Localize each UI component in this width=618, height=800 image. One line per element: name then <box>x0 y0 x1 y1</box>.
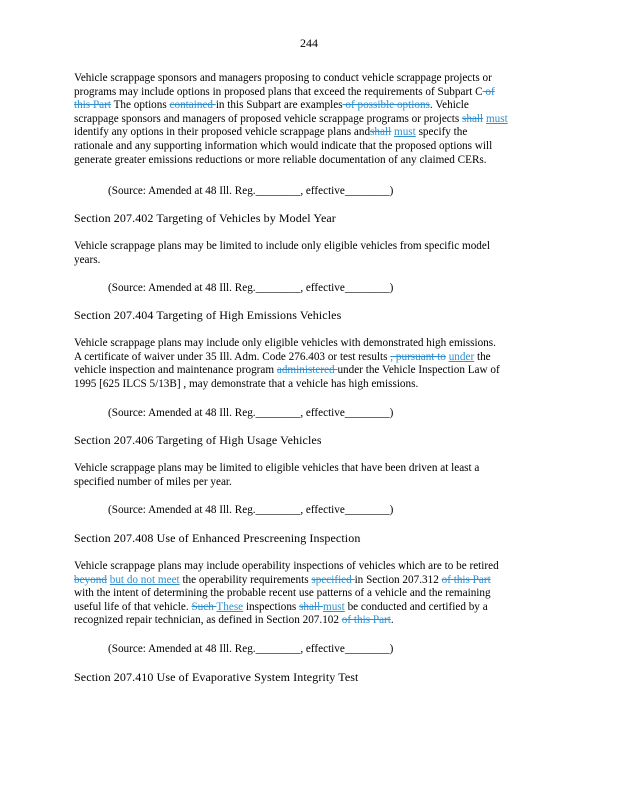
deleted-text: of possible options <box>342 99 430 112</box>
paragraph-line <box>74 240 554 254</box>
deleted-text: specified <box>311 573 355 586</box>
deleted-text: beyond <box>74 573 107 586</box>
text-run: scrappage sponsors and managers of proposed vehicle scrappage programs or projects <box>74 112 463 125</box>
paragraph-line <box>74 462 554 476</box>
text-run: vehicle inspection and maintenance program <box>74 364 277 377</box>
text-run: Vehicle scrappage sponsors and managers proposing to conduct vehicle scrappage projects or <box>74 72 492 84</box>
text-run: Vehicle scrappage plans may be limited to include only eligible vehicles from specific model <box>74 240 490 252</box>
deleted-text: of this Part <box>341 614 391 627</box>
deleted-text: Such <box>191 600 217 613</box>
text-run: rationale and any supporting information which would indicate that the proposed options will <box>74 139 493 152</box>
paragraph-line <box>74 476 554 490</box>
inserted-text: must <box>394 126 416 139</box>
paragraph-line <box>74 72 554 86</box>
paragraph-line <box>74 574 554 588</box>
paragraph-line <box>74 587 554 601</box>
text-run: inspections <box>243 600 300 613</box>
source-note: (Source: Amended at 48 Ill. Reg.________, effective________) <box>108 407 394 419</box>
body-paragraph <box>74 72 554 167</box>
deleted-text: of this Part <box>441 573 491 586</box>
deleted-text: this Part <box>74 99 111 112</box>
text-run: recognized repair technician, as defined in Section 207.102 <box>74 614 342 627</box>
paragraph-line <box>74 601 554 615</box>
deleted-text: shall <box>370 126 392 139</box>
deleted-text: contained <box>169 99 216 112</box>
source-note: (Source: Amended at 48 Ill. Reg.________, effective________) <box>108 185 394 197</box>
paragraph-line <box>74 378 554 392</box>
text-run: the operability requirements <box>179 573 312 586</box>
paragraph-line <box>74 254 554 268</box>
text-run: programs may include options in proposed plans that exceed the requirements of Subpart C <box>74 85 483 98</box>
inserted-text: but do not meet <box>109 573 180 586</box>
deleted-text: shall <box>462 112 484 125</box>
paragraph-line <box>74 337 554 351</box>
text-run: . Vehicle <box>429 99 469 112</box>
body-paragraph <box>74 337 554 391</box>
paragraph-line <box>74 99 554 113</box>
inserted-text: must <box>485 112 508 125</box>
text-run: in Section 207.312 <box>354 573 442 586</box>
paragraph-line <box>74 614 554 628</box>
text-run: specified number of miles per year. <box>74 475 232 488</box>
paragraph-line <box>74 560 554 574</box>
deleted-text: of <box>482 85 495 98</box>
deleted-text: shall <box>299 600 324 613</box>
section-heading: Section 207.404 Targeting of High Emissions Vehicles <box>74 308 342 322</box>
text-run: Vehicle scrappage plans may include operability inspections of vehicles which are to be retired <box>74 560 499 572</box>
text-run: be conducted and certified by a <box>344 600 488 613</box>
text-run: identify any options in their proposed vehicle scrappage plans and <box>74 126 371 139</box>
paragraph-line <box>74 140 554 154</box>
inserted-text: These <box>216 600 244 613</box>
source-note: (Source: Amended at 48 Ill. Reg.________, effective________) <box>108 282 394 294</box>
text-run: with the intent of determining the probable recent use patterns of a vehicle and the remaining <box>74 587 491 600</box>
source-note: (Source: Amended at 48 Ill. Reg.________, effective________) <box>108 643 394 655</box>
text-run: the <box>474 350 491 363</box>
inserted-text: under <box>448 350 475 363</box>
text-run: . <box>390 614 394 627</box>
body-paragraph <box>74 462 554 489</box>
paragraph-line <box>74 154 554 168</box>
source-note: (Source: Amended at 48 Ill. Reg.________, effective________) <box>108 504 394 516</box>
text-run: useful life of that vehicle. <box>74 600 192 613</box>
text-run: A certificate of waiver under 35 Ill. Adm. Code 276.403 or test results <box>74 350 391 363</box>
section-heading: Section 207.406 Targeting of High Usage Vehicles <box>74 433 322 447</box>
text-run: years. <box>74 253 101 266</box>
section-heading: Section 207.410 Use of Evaporative System Integrity Test <box>74 670 359 684</box>
deleted-text: administered <box>276 364 338 377</box>
paragraph-line <box>74 126 554 140</box>
text-run: 1995 [625 ILCS 5/13B] , may demonstrate that a vehicle has high emissions. <box>74 377 419 390</box>
body-paragraph <box>74 240 554 267</box>
text-run: generate greater emissions reductions or more reliable documentation of any claimed CERs. <box>74 153 487 166</box>
body-paragraph <box>74 560 554 628</box>
text-run: The options <box>110 99 170 112</box>
text-run: in this Subpart are examples <box>215 99 343 112</box>
paragraph-line <box>74 86 554 100</box>
text-run: under the Vehicle Inspection Law of <box>337 364 500 377</box>
paragraph-line <box>74 113 554 127</box>
text-run: specify the <box>415 126 468 139</box>
inserted-text: must <box>323 600 345 613</box>
section-heading: Section 207.402 Targeting of Vehicles by Model Year <box>74 211 336 225</box>
text-run: Vehicle scrappage plans may be limited to eligible vehicles that have been driven at least a <box>74 462 480 474</box>
section-heading: Section 207.408 Use of Enhanced Prescreening Inspection <box>74 531 361 545</box>
page-number: 244 <box>300 36 318 50</box>
deleted-text: , pursuant to <box>390 350 446 363</box>
paragraph-line <box>74 351 554 365</box>
text-run: Vehicle scrappage plans may include only eligible vehicles with demonstrated high emissions. <box>74 337 496 349</box>
paragraph-line <box>74 364 554 378</box>
